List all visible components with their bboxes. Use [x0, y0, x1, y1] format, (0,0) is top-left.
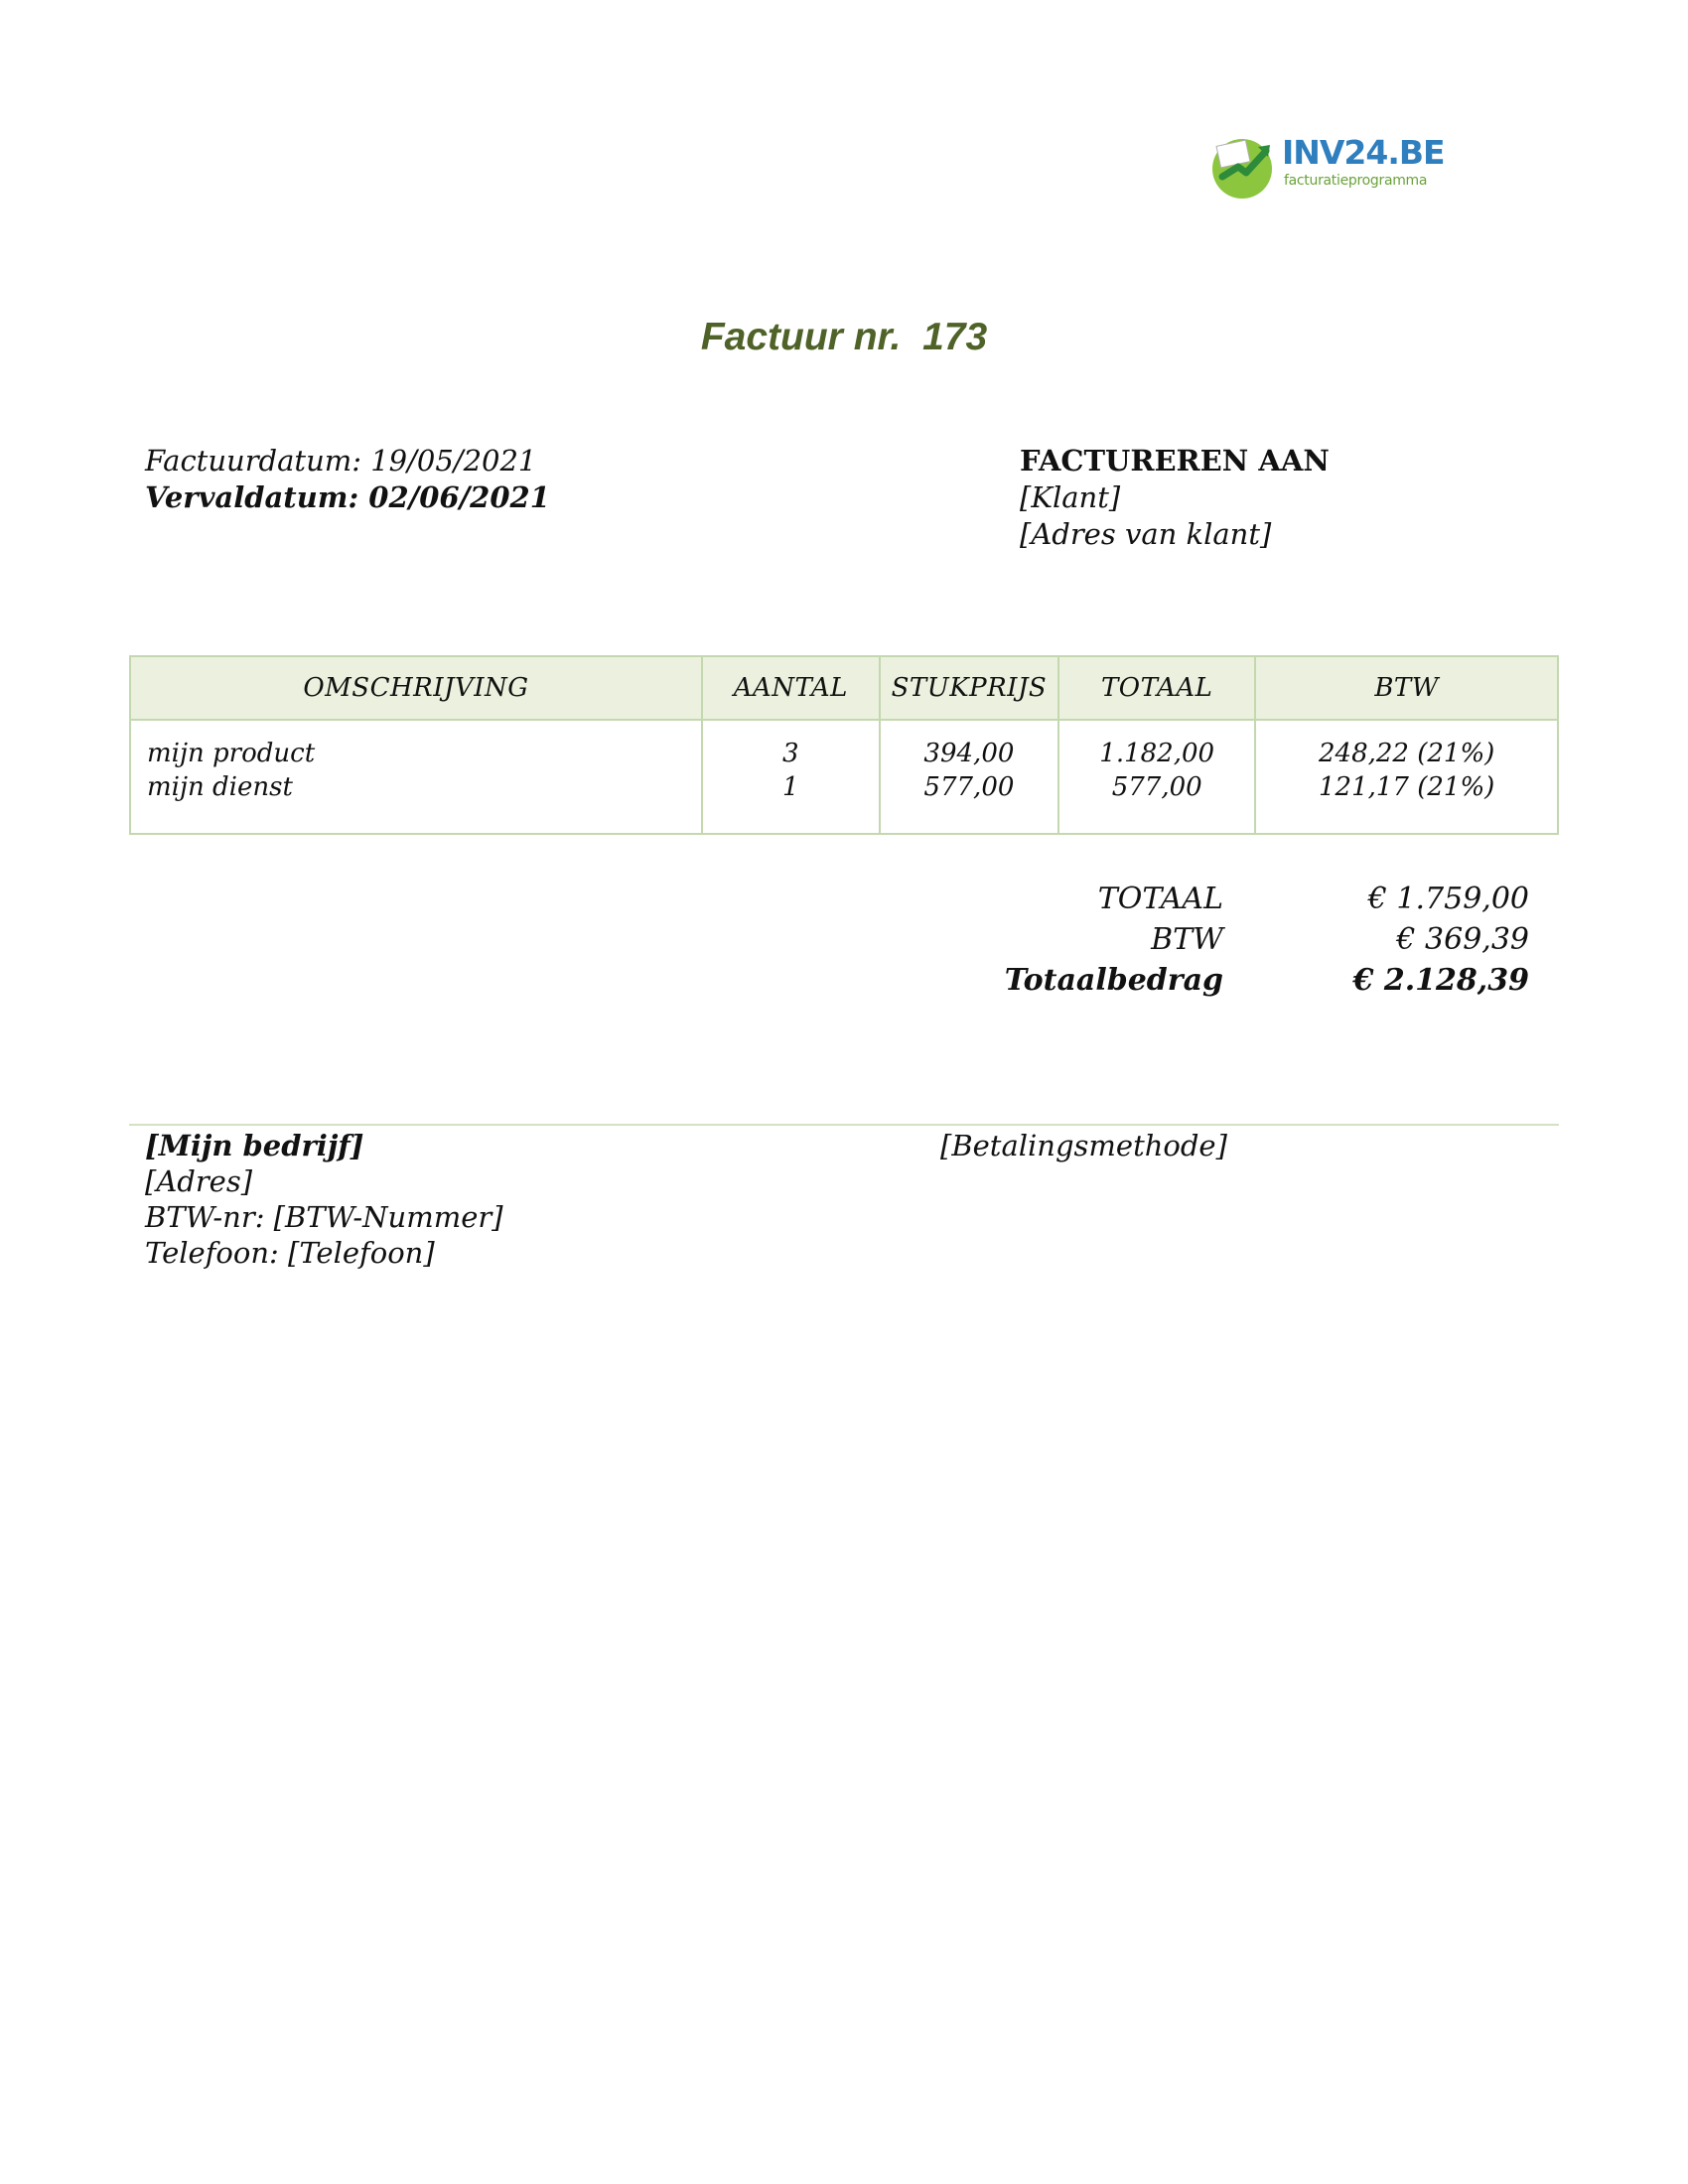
- item-vat: 121,17 (21%): [1318, 772, 1495, 802]
- company-address: [Adres]: [145, 1164, 253, 1198]
- items-unit-price-cell: [880, 720, 1058, 834]
- footer-divider: [129, 1124, 1559, 1126]
- item-description: mijn dienst: [147, 772, 293, 802]
- grand-total-value: € 2.128,39: [1352, 963, 1529, 998]
- invoice-date: Factuurdatum: 19/05/2021: [145, 444, 537, 478]
- company-logo: [1208, 127, 1445, 203]
- vat-row: [953, 919, 1529, 960]
- item-total: 1.182,00: [1099, 739, 1215, 768]
- subtotal-row: [953, 879, 1529, 919]
- subtotal-value: € 1.759,00: [1367, 882, 1529, 916]
- items-total-cell: [1058, 720, 1255, 834]
- company-name: [Mijn bedrijf]: [145, 1129, 364, 1162]
- item-description: mijn product: [147, 739, 316, 768]
- column-header-description: OMSCHRIJVING: [130, 656, 702, 720]
- column-header-vat: BTW: [1255, 656, 1558, 720]
- grand-total-label: Totaalbedrag: [1004, 963, 1223, 998]
- invoice-number: 173: [922, 316, 988, 358]
- item-quantity: 3: [782, 739, 799, 768]
- logo-tagline: facturatieprogramma: [1284, 173, 1428, 189]
- items-quantity-cell: [702, 720, 880, 834]
- subtotal-label: TOTAAL: [1097, 882, 1223, 916]
- check-arrow-logo-icon: [1208, 131, 1278, 201]
- table-header-row: [130, 656, 1558, 720]
- client-name: [Klant]: [1020, 480, 1121, 514]
- logo-wordmark: INV24.BE: [1282, 133, 1445, 172]
- table-row: [130, 720, 1558, 834]
- item-vat: 248,22 (21%): [1318, 739, 1495, 768]
- item-quantity: 1: [782, 772, 799, 802]
- bill-to-heading: FACTUREREN AAN: [1020, 444, 1330, 478]
- company-phone: Telefoon: [Telefoon]: [145, 1236, 435, 1270]
- item-total: 577,00: [1111, 772, 1202, 802]
- payment-method: [940, 1128, 1227, 1163]
- client-address: [Adres van klant]: [1020, 517, 1272, 551]
- column-header-unit-price: STUKPRIJS: [880, 656, 1058, 720]
- column-header-total: TOTAAL: [1058, 656, 1255, 720]
- items-description-cell: [130, 720, 702, 834]
- item-unit-price: 577,00: [923, 772, 1015, 802]
- grand-total-row: [953, 960, 1529, 1001]
- totals-summary: [953, 879, 1529, 1001]
- company-vat-number: BTW-nr: [BTW-Nummer]: [145, 1200, 503, 1234]
- item-unit-price: 394,00: [923, 739, 1015, 768]
- invoice-title-label: Factuur nr.: [700, 316, 902, 358]
- vat-label: BTW: [1151, 922, 1223, 957]
- column-header-quantity: AANTAL: [702, 656, 880, 720]
- items-vat-cell: [1255, 720, 1558, 834]
- vat-value: € 369,39: [1396, 922, 1529, 957]
- invoice-title: [0, 316, 1688, 359]
- due-date: Vervaldatum: 02/06/2021: [145, 480, 550, 514]
- bill-to: [1020, 443, 1330, 553]
- payment-method-text: [Betalingsmethode]: [940, 1129, 1227, 1162]
- company-details: [145, 1128, 503, 1271]
- line-items-table: [129, 655, 1559, 835]
- invoice-dates: [145, 443, 550, 516]
